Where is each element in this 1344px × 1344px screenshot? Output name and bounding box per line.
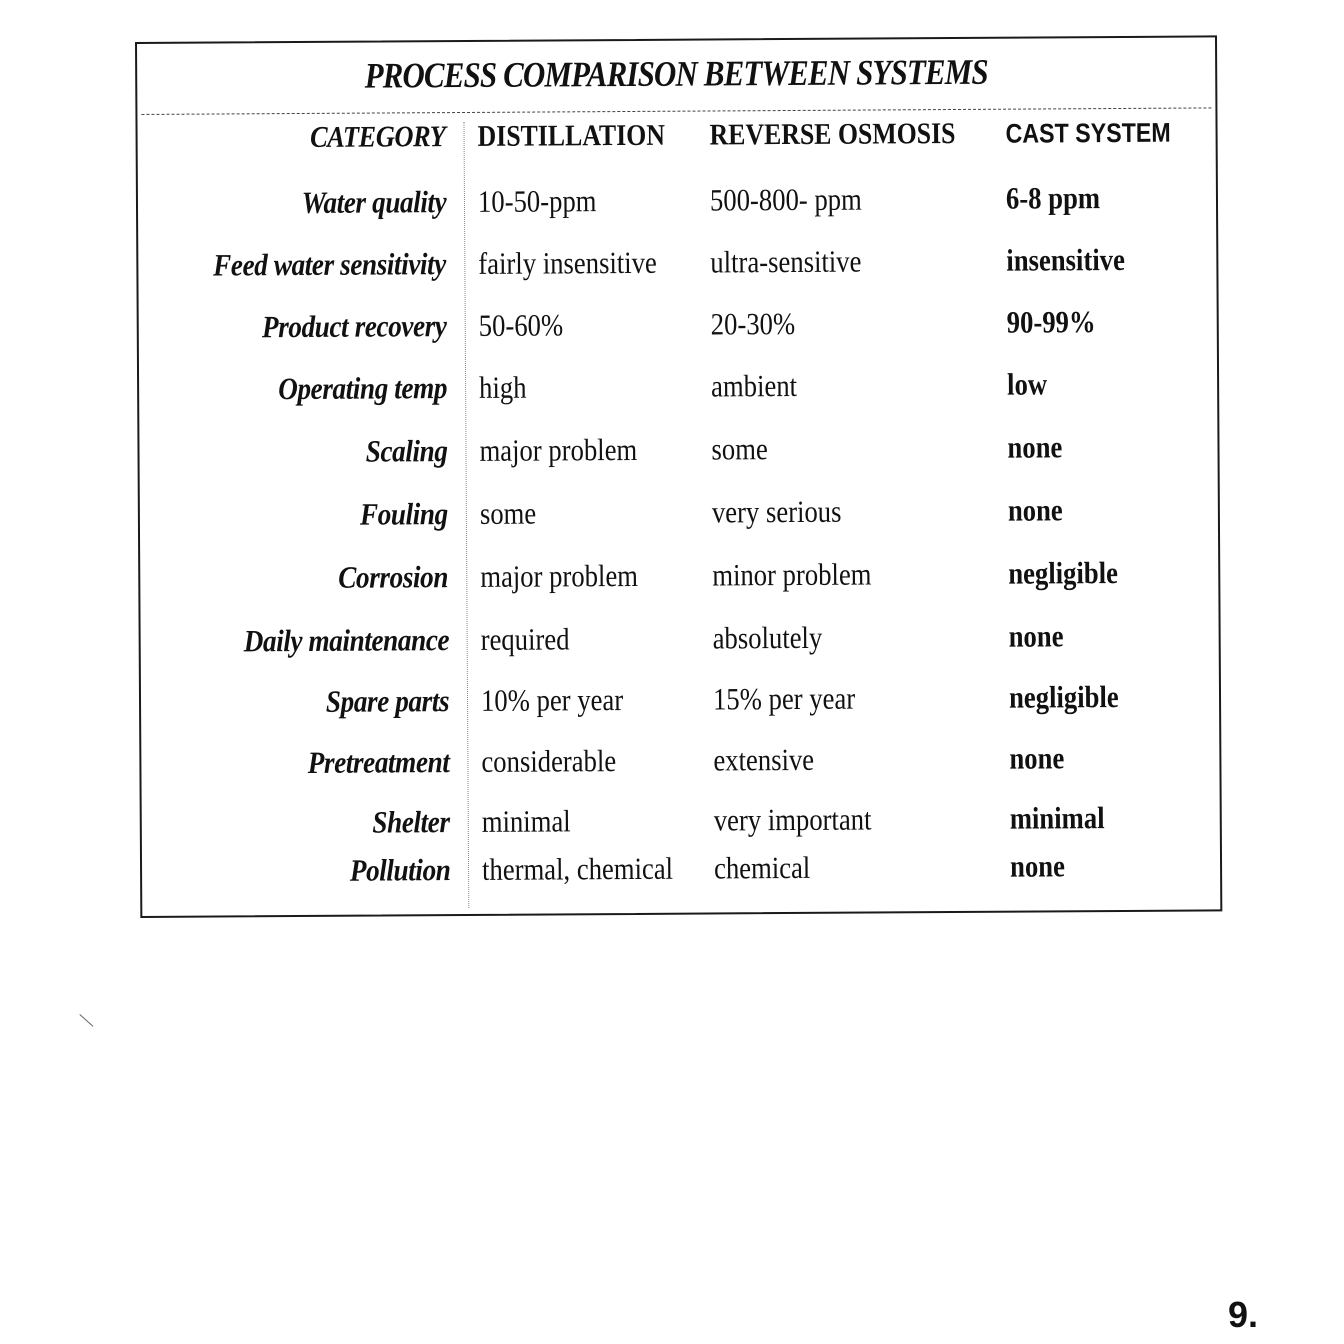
row-distillation: considerable — [481, 743, 617, 779]
table-row — [139, 360, 1217, 413]
header-category: CATEGORY — [310, 120, 446, 154]
row-reverse-osmosis: extensive — [713, 741, 815, 778]
header-cast-system: CAST SYSTEM — [1005, 117, 1171, 149]
table-row — [138, 236, 1216, 289]
row-cast-system: none — [1009, 848, 1065, 884]
row-reverse-osmosis: very serious — [711, 493, 842, 530]
row-distillation: some — [479, 495, 537, 531]
row-category: Fouling — [359, 496, 448, 532]
header-row — [137, 109, 1215, 162]
row-cast-system: minimal — [1009, 800, 1105, 836]
row-reverse-osmosis: ambient — [711, 367, 798, 404]
row-reverse-osmosis: minor problem — [712, 556, 872, 593]
row-cast-system: none — [1007, 429, 1063, 465]
comparison-table — [135, 35, 1222, 918]
table-title: PROCESS COMPARISON BETWEEN SYSTEMS — [364, 51, 988, 96]
table-row — [138, 174, 1216, 227]
row-reverse-osmosis: very important — [713, 801, 872, 838]
table-row — [142, 794, 1220, 847]
row-category: Shelter — [372, 804, 450, 840]
row-reverse-osmosis: absolutely — [712, 619, 823, 656]
row-cast-system: insensitive — [1006, 241, 1125, 278]
row-distillation: required — [480, 621, 570, 657]
row-distillation: high — [479, 369, 527, 405]
row-cast-system: negligible — [1008, 555, 1118, 591]
row-cast-system: negligible — [1008, 679, 1119, 715]
table-row — [141, 734, 1219, 787]
row-category: Corrosion — [338, 559, 449, 595]
row-distillation: 10% per year — [480, 682, 624, 718]
row-cast-system: none — [1008, 618, 1064, 654]
row-category: Pretreatment — [307, 744, 450, 780]
row-reverse-osmosis: 500-800- ppm — [709, 181, 862, 218]
row-category: Spare parts — [325, 683, 450, 719]
row-distillation: major problem — [479, 431, 638, 468]
row-reverse-osmosis: 20-30% — [710, 305, 796, 342]
row-category: Operating temp — [278, 370, 448, 407]
table-row — [140, 486, 1218, 539]
row-cast-system: 90-99% — [1006, 304, 1096, 340]
table-row — [140, 549, 1218, 602]
row-distillation: major problem — [480, 557, 639, 594]
header-reverse-osmosis: REVERSE OSMOSIS — [709, 116, 956, 152]
row-distillation: fairly insensitive — [478, 244, 657, 281]
row-category: Scaling — [365, 433, 448, 469]
row-cast-system: none — [1009, 740, 1065, 776]
table-row — [139, 298, 1217, 351]
stray-scan-mark — [79, 1014, 93, 1027]
row-cast-system: 6-8 ppm — [1005, 180, 1101, 216]
table-row — [139, 423, 1217, 476]
row-reverse-osmosis: chemical — [713, 849, 811, 886]
row-category: Feed water sensitivity — [213, 246, 447, 283]
row-category: Product recovery — [262, 308, 447, 345]
row-category: Water quality — [301, 184, 447, 220]
row-category: Pollution — [349, 852, 451, 888]
row-distillation: thermal, chemical — [481, 850, 674, 887]
row-distillation: minimal — [481, 803, 571, 839]
row-distillation: 10-50-ppm — [477, 183, 597, 219]
row-reverse-osmosis: ultra-sensitive — [710, 243, 862, 280]
row-reverse-osmosis: some — [711, 431, 768, 467]
table-row — [141, 673, 1219, 726]
page-number: 9. — [1227, 1294, 1258, 1335]
table-row — [141, 612, 1219, 665]
row-cast-system: low — [1006, 366, 1048, 402]
row-cast-system: none — [1007, 492, 1063, 528]
table-row — [142, 842, 1220, 895]
row-distillation: 50-60% — [478, 307, 564, 343]
row-reverse-osmosis: 15% per year — [712, 680, 856, 717]
header-distillation: DISTILLATION — [477, 118, 666, 153]
row-category: Daily maintenance — [243, 622, 449, 659]
